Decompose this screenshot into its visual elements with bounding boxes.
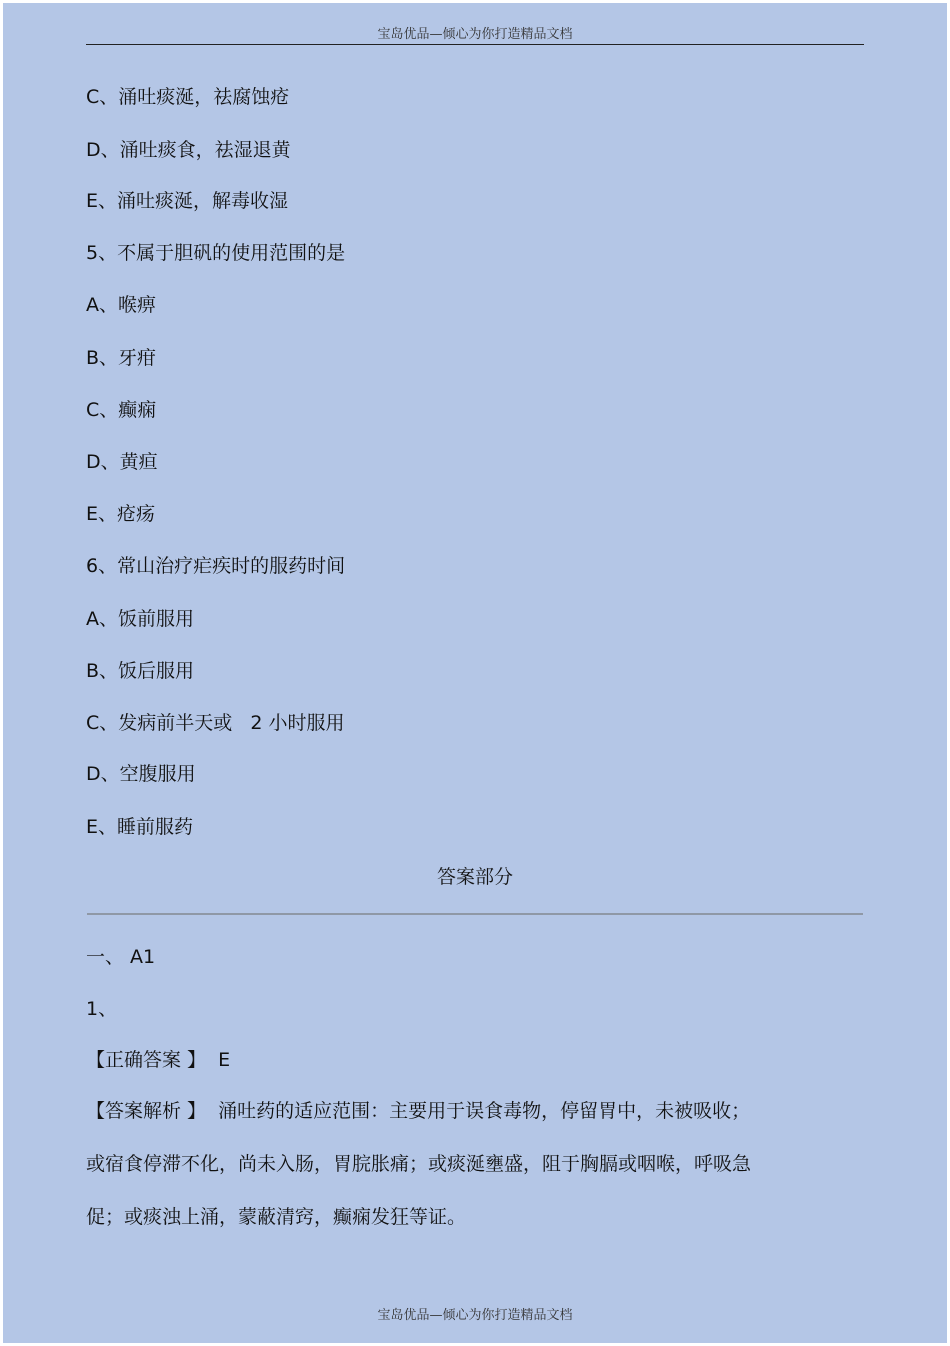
question-6: 6、常山治疗疟疾时的服药时间	[86, 555, 346, 577]
answer-item-number: 1、	[86, 998, 118, 1020]
answers-section-label: 一、 A1	[86, 946, 156, 968]
option-d-q5: D、黄疸	[86, 451, 158, 473]
option-e-q5: E、疮疡	[86, 503, 156, 525]
option-b-q5: B、牙疳	[86, 347, 157, 369]
option-d-q6: D、空腹服用	[86, 763, 196, 785]
option-a-q6: A、饭前服用	[86, 608, 194, 630]
option-a-q5: A、喉痹	[86, 294, 156, 316]
option-d-q4: D、涌吐痰食，祛湿退黄	[86, 139, 291, 161]
page-header: 宝岛优品—倾心为你打造精品文档	[377, 27, 573, 42]
option-c-q5: C、癫痫	[86, 399, 157, 421]
option-c-q6: C、发病前半天或 2 小时服用	[86, 712, 345, 734]
option-c-q4: C、涌吐痰涎，祛腐蚀疮	[86, 86, 290, 108]
correct-answer: 【正确答案 】 E	[86, 1049, 231, 1071]
header-divider	[86, 44, 864, 45]
answer-analysis-line-2: 或宿食停滞不化，尚未入肠，胃脘胀痛；或痰涎壅盛，阻于胸膈或咽喉，呼吸急	[86, 1153, 752, 1175]
option-b-q6: B、饭后服用	[86, 660, 195, 682]
option-e-q6: E、睡前服药	[86, 816, 194, 838]
answer-analysis-line-1: 【答案解析 】 涌吐药的适应范围：主要用于误食毒物，停留胃中，未被吸收；	[86, 1100, 751, 1122]
page-footer: 宝岛优品—倾心为你打造精品文档	[377, 1308, 573, 1323]
question-5: 5、不属于胆矾的使用范围的是	[86, 242, 346, 264]
answer-analysis-line-3: 促；或痰浊上涌，蒙蔽清窍，癫痫发狂等证。	[86, 1206, 467, 1228]
document-page	[3, 3, 947, 1343]
answers-section-title: 答案部分	[436, 866, 513, 888]
option-e-q4: E、涌吐痰涎，解毒收湿	[86, 190, 289, 212]
answers-divider	[87, 913, 863, 915]
